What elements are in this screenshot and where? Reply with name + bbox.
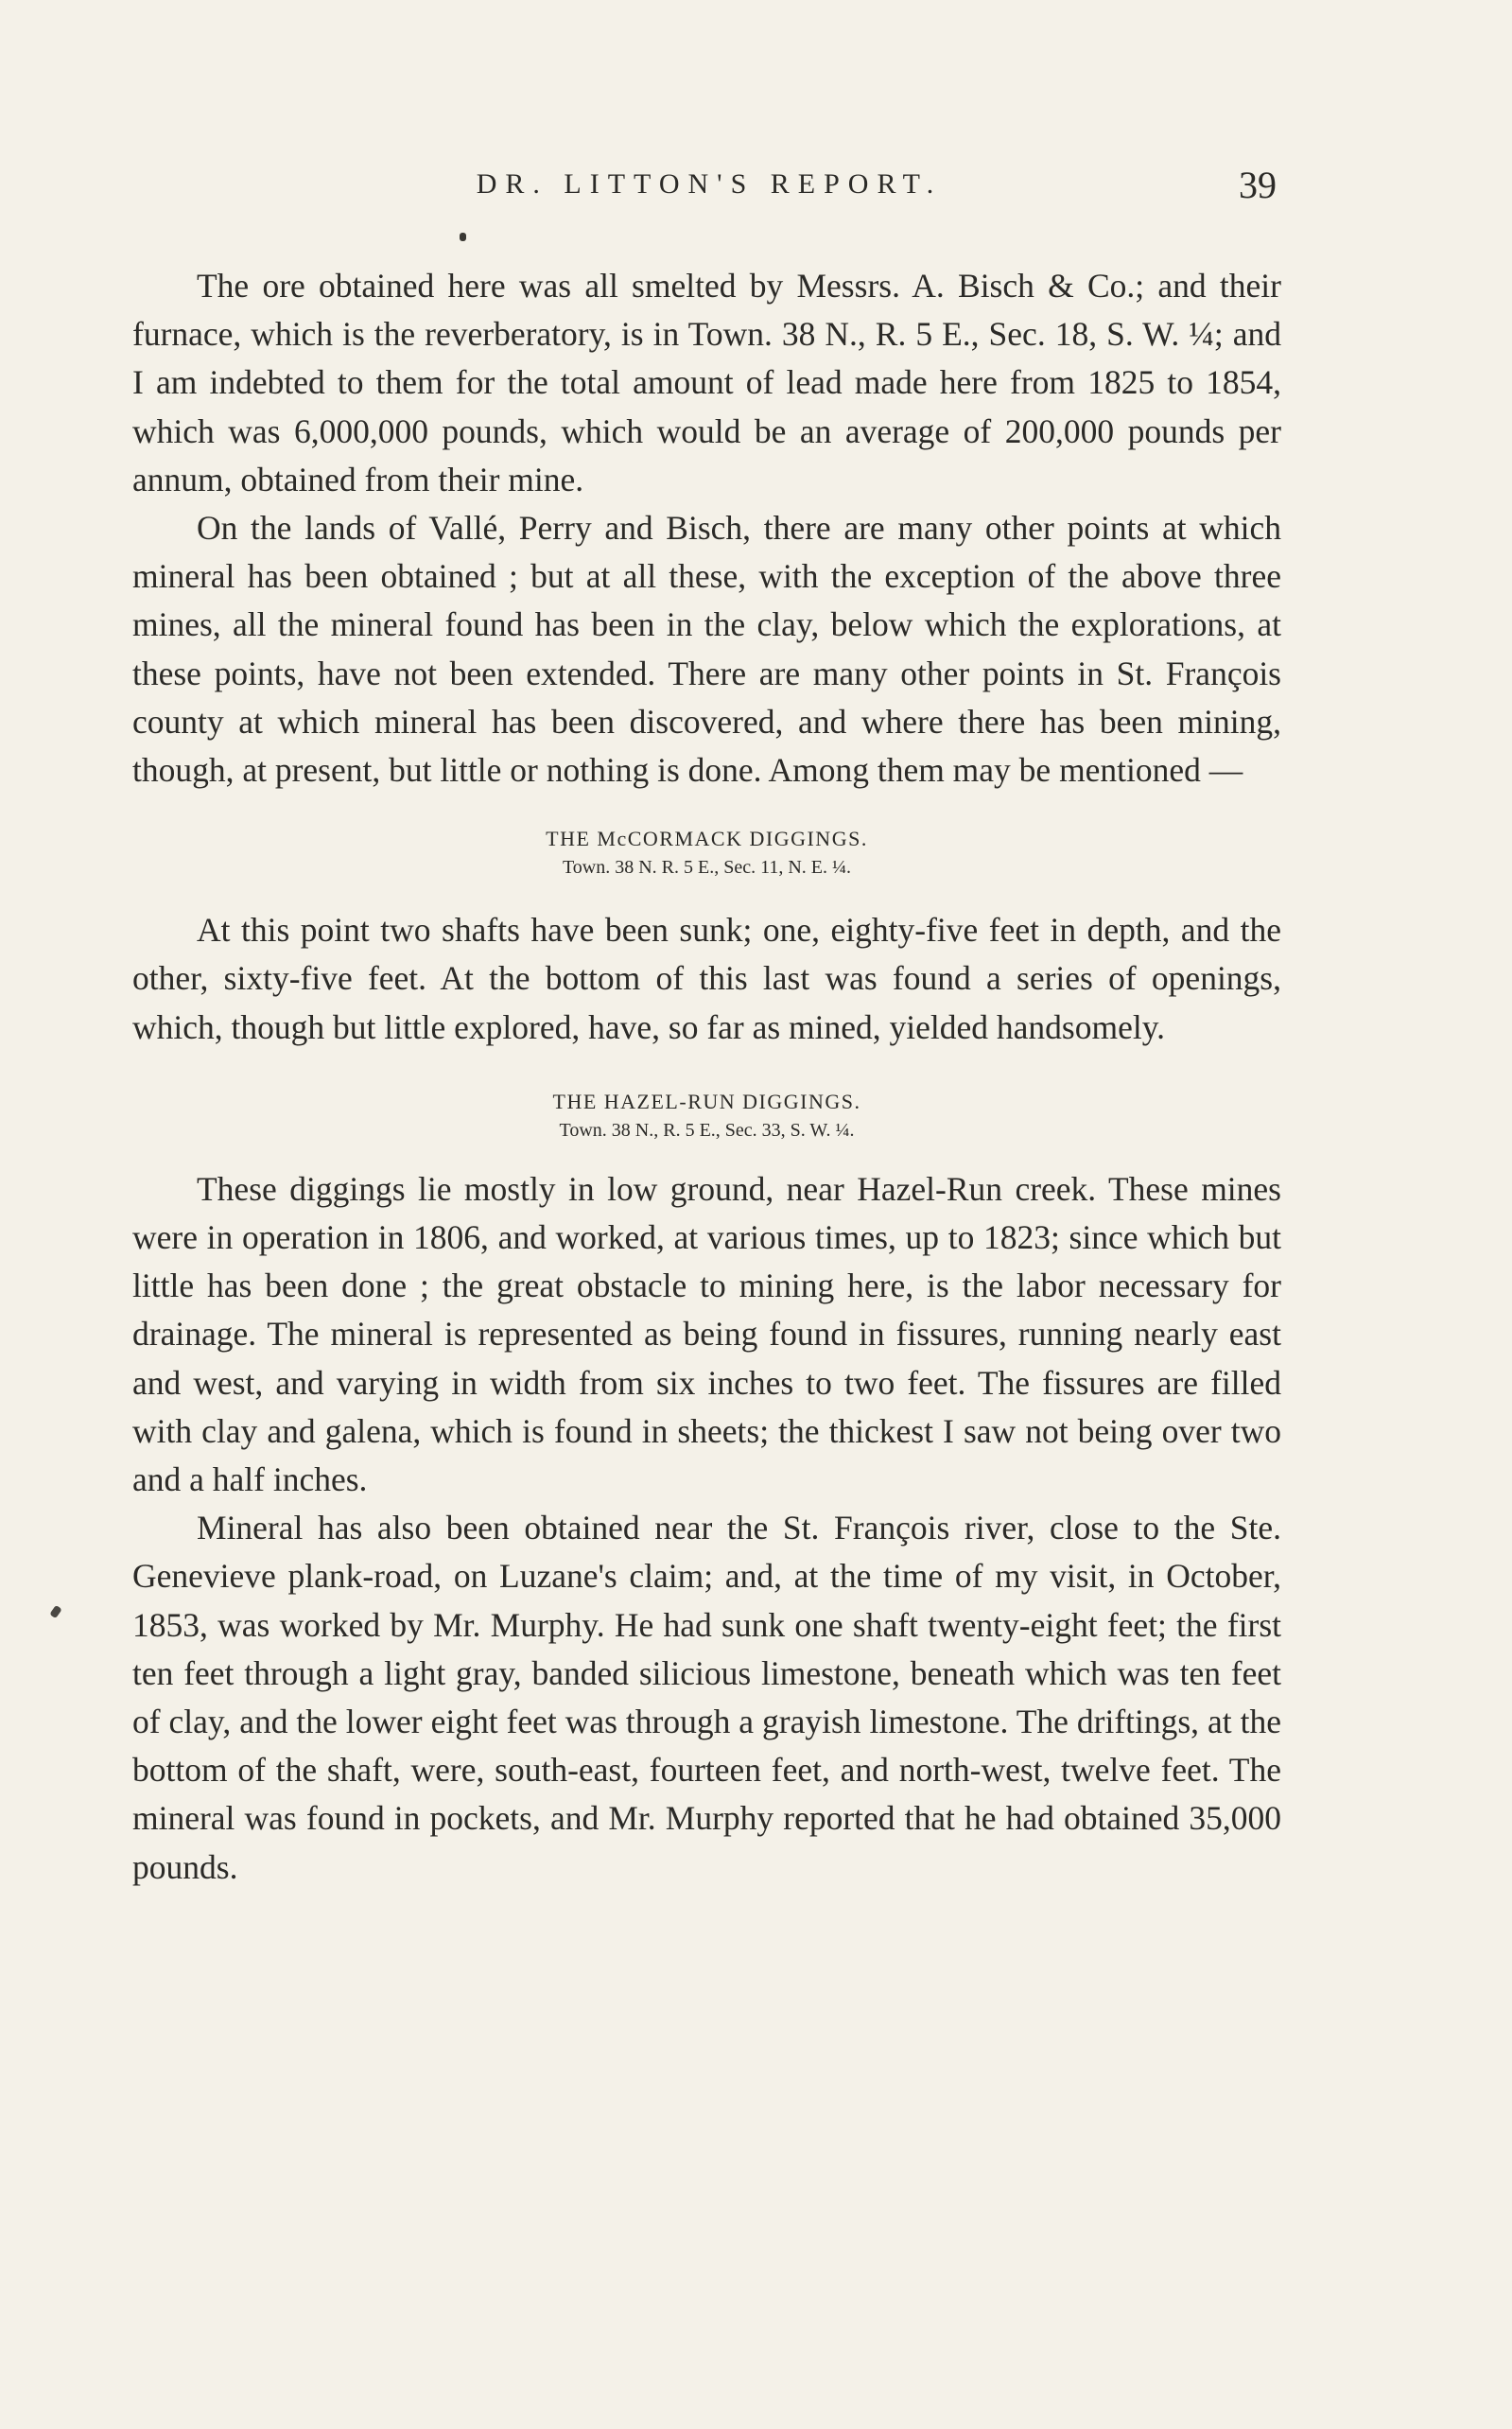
margin-ink-mark [49, 1605, 61, 1618]
page-number: 39 [1239, 164, 1277, 206]
section-heading-mccormack [132, 825, 1281, 882]
paragraph-murphy-shaft: Mineral has also been obtained near the St. François river, close to the Ste. Genevieve plank-road, on Luzane's claim; and, at the time of my visit, in October, 1853, was worked by Mr. Murphy. He had sunk one shaft twenty-eight feet; the first ten feet through a light gray, banded silicious limestone, beneath which was ten feet of clay, and the lower eight feet was through a grayish limestone. The driftings, at the bottom of the shaft, were, south-east, fourteen feet, and north-west, twelve feet. The mineral was found in pockets, and Mr. Murphy reported that he had obtained 35,000 pounds. [132, 1509, 1281, 1886]
running-head [132, 163, 1286, 210]
paragraph-hazel-run-diggings: These diggings lie mostly in low ground, near Hazel-Run creek. These mines were in operation in 1806, and worked, at various times, up to 1823; since which but little has been done ; the great obstacle to mining here, is the labor necessary for drainage. The mineral is represented as being found in fissures, running nearly east and west, and varying in width from six inches to two feet. The fissures are filled with clay and galena, which is found in sheets; the thickest I saw not being over two and a half inches. [132, 1169, 1281, 1499]
printer-dot-mark [460, 233, 466, 241]
running-title: DR. LITTON'S REPORT. [476, 168, 943, 200]
section-title: THE McCORMACK DIGGINGS. [546, 827, 868, 851]
paragraph-mccormack-shafts: At this point two shafts have been sunk; one, eighty-five feet in depth, and the other, sixty-five feet. At the bottom of this last was found a series of openings, which, though but little explored, have, so far as mined, yielded handsomely. [132, 911, 1281, 1046]
section-location: Town. 38 N., R. 5 E., Sec. 33, S. W. ¼. [559, 1119, 855, 1141]
section-location: Town. 38 N. R. 5 E., Sec. 11, N. E. ¼. [562, 857, 852, 879]
paragraph-ore-smelting: The ore obtained here was all smelted by Messrs. A. Bisch & Co.; and their furnace, which is the reverberatory, is in Town. 38 N., R. 5 E., Sec. 18, S. W. ¼; and I am indebted to them for the total amount of lead made here from 1825 to 1854, which was 6,000,000 pounds, which would be an average of 200,000 pounds per annum, obtained from their mine. [132, 267, 1281, 498]
section-title: THE HAZEL-RUN DIGGINGS. [552, 1089, 861, 1113]
section-heading-hazel-run [132, 1088, 1281, 1145]
paragraph-valle-perry-bisch: On the lands of Vallé, Perry and Bisch, there are many other points at which mineral has been obtained ; but at all these, with the exception of the above three mines, all the mineral found has been in the clay, below which the explorations, at these points, have not been extended. There are many other points in St. François county at which mineral has been discovered, and where there has been mining, though, at present, but little or nothing is done. Among them may be mentioned — [132, 509, 1281, 790]
body-text [132, 262, 1281, 1892]
